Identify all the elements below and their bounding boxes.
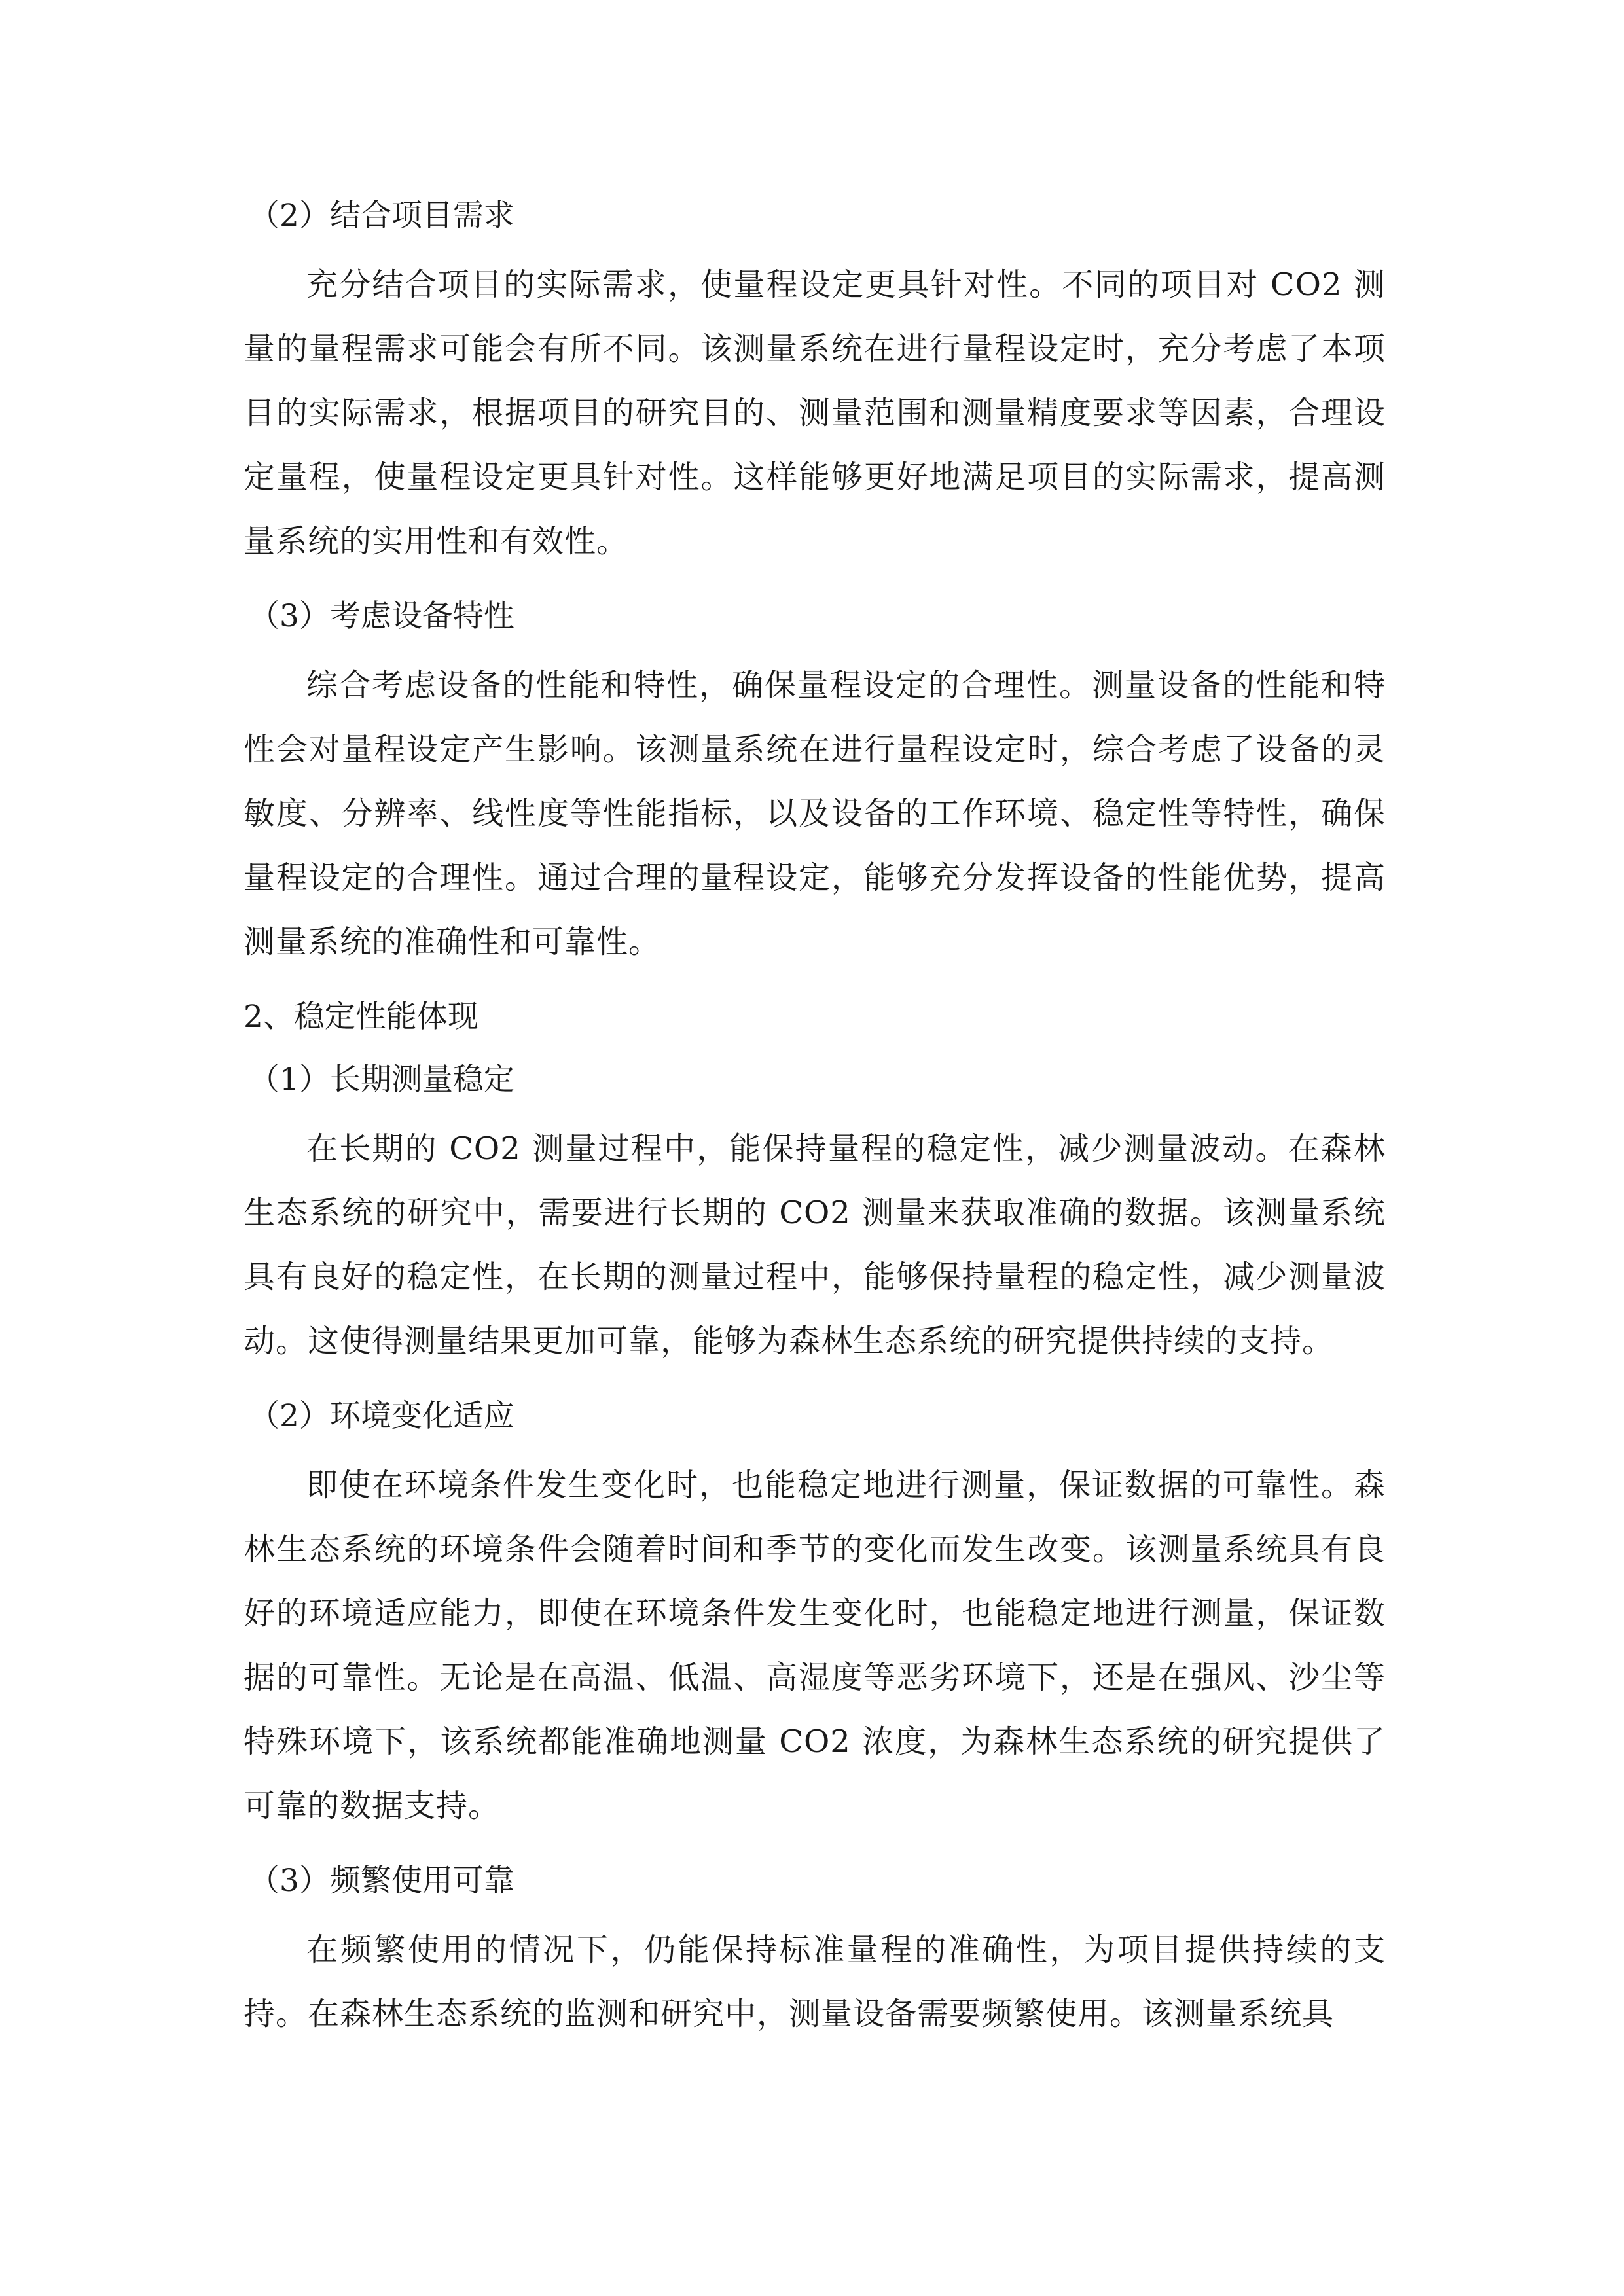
section-heading: （1）长期测量稳定 — [249, 1062, 514, 1098]
section-heading: （2）结合项目需求 — [249, 198, 514, 234]
document-body — [244, 196, 1386, 2046]
section-heading: （3）考虑设备特性 — [249, 598, 514, 634]
main-heading: 2、稳定性能体现 — [244, 999, 478, 1035]
section-paragraph: 在长期的 CO2 测量过程中，能保持量程的稳定性，减少测量波动。在森林生态系统的研究中，需要进行长期的 CO2 测量来获取准确的数据。该测量系统具有良好的稳定性，在长期的测量过程中，能够保持量程的稳定性，减少测量波动。这使得测量结果更加可靠，能够为森林生态系统的研究提供持续的支持。 — [244, 1130, 1386, 1359]
section-paragraph: 充分结合项目的实际需求，使量程设定更具针对性。不同的项目对 CO2 测量的量程需求可能会有所不同。该测量系统在进行量程设定时，充分考虑了本项目的实际需求，根据项目的研究目的、测量范围和测量精度要求等因素，合理设定量程，使量程设定更具针对性。这样能够更好地满足项目的实际需求，提高测量系统的实用性和有效性。 — [244, 266, 1386, 560]
section-heading: （3）频繁使用可靠 — [249, 1863, 514, 1899]
section-paragraph: 即使在环境条件发生变化时，也能稳定地进行测量，保证数据的可靠性。森林生态系统的环境条件会随着时间和季节的变化而发生改变。该测量系统具有良好的环境适应能力，即使在环境条件发生变化时，也能稳定地进行测量，保证数据的可靠性。无论是在高温、低温、高湿度等恶劣环境下，还是在强风、沙尘等特殊环境下，该系统都能准确地测量 CO2 浓度，为森林生态系统的研究提供了可靠的数据支持。 — [244, 1467, 1386, 1824]
section-heading: （2）环境变化适应 — [249, 1398, 514, 1434]
section-paragraph: 在频繁使用的情况下，仍能保持标准量程的准确性，为项目提供持续的支持。在森林生态系统的监测和研究中，测量设备需要频繁使用。该测量系统具 — [244, 1931, 1386, 2032]
section-paragraph: 综合考虑设备的性能和特性，确保量程设定的合理性。测量设备的性能和特性会对量程设定产生影响。该测量系统在进行量程设定时，综合考虑了设备的灵敏度、分辨率、线性度等性能指标，以及设备的工作环境、稳定性等特性，确保量程设定的合理性。通过合理的量程设定，能够充分发挥设备的性能优势，提高测量系统的准确性和可靠性。 — [244, 667, 1386, 960]
